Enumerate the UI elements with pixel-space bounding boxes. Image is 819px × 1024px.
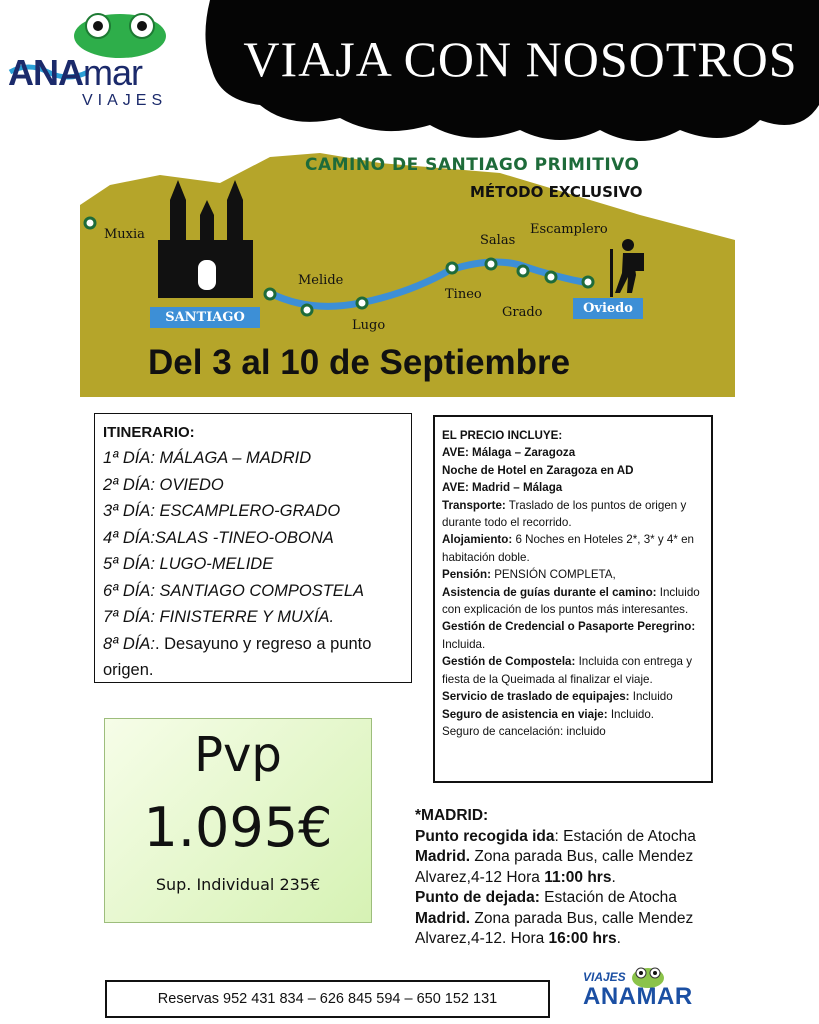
price-amount: 1.095€ xyxy=(143,796,333,859)
logo-subtitle: VIAJES xyxy=(82,92,168,109)
place-oviedo: Oviedo xyxy=(573,298,643,319)
madrid-heading: *MADRID: xyxy=(415,807,489,824)
itinerary-day: 1ª DÍA: MÁLAGA – MADRID xyxy=(103,449,312,467)
price-label: Pvp xyxy=(194,727,282,783)
itinerary-day: 2ª DÍA: OVIEDO xyxy=(103,475,224,494)
itinerary-day-last-label: 8ª DÍA: xyxy=(103,634,155,653)
itinerary-day: 3ª DÍA: ESCAMPLERO-GRADO xyxy=(103,502,341,520)
includes-item: Seguro de cancelación: incluido xyxy=(442,724,606,738)
includes-item: Gestión de Compostela: Incluida con entrega y fiesta de la Queimada al finalizar el viaje. xyxy=(442,655,693,686)
itinerary-day-last xyxy=(103,631,403,683)
logo-wordmark: ANAmar xyxy=(8,52,142,93)
reservation-phones: Reservas 952 431 834 – 626 845 594 – 650 152 131 xyxy=(105,980,550,1018)
place-tineo: Tineo xyxy=(445,287,482,302)
map-subtitle: MÉTODO EXCLUSIVO xyxy=(470,183,643,201)
price-includes-box xyxy=(433,415,713,783)
itinerary-day: 5ª DÍA: LUGO-MELIDE xyxy=(103,555,274,573)
place-salas: Salas xyxy=(480,233,516,248)
banner-title: VIAJA CON NOSOTROS xyxy=(243,31,798,87)
itinerary-box xyxy=(94,413,412,683)
includes-heading: EL PRECIO INCLUYE: xyxy=(442,429,563,442)
place-lugo: Lugo xyxy=(352,318,386,333)
route-map xyxy=(80,145,735,397)
includes-item: Servicio de traslado de equipajes: Incluido xyxy=(442,690,673,704)
place-muxia: Muxia xyxy=(104,227,145,242)
price-supplement: Sup. Individual 235€ xyxy=(155,875,321,894)
includes-item: Seguro de asistencia en viaje: Incluido. xyxy=(442,707,655,721)
place-santiago: SANTIAGO xyxy=(150,307,260,328)
includes-item: AVE: Málaga – Zaragoza xyxy=(442,446,576,460)
trip-dates: Del 3 al 10 de Septiembre xyxy=(148,343,571,382)
price-box xyxy=(104,718,372,923)
place-grado: Grado xyxy=(502,305,543,320)
includes-item: Transporte: Traslado de los puntos de origen y durante todo el recorrido. xyxy=(442,498,687,530)
pickup-info: Punto recogida ida: Estación de Atocha Madrid. Zona parada Bus, calle Mendez Alvarez,4-12 Hora 11:00 hrs. xyxy=(415,827,696,886)
itinerary-day: 4ª DÍA:SALAS -TINEO-OBONA xyxy=(103,528,334,547)
madrid-info xyxy=(415,806,735,950)
includes-item: Noche de Hotel en Zaragoza en AD xyxy=(442,463,634,477)
footer-logo-anamar: ANAMAR xyxy=(583,983,693,1010)
includes-item: Gestión de Credencial o Pasaporte Peregrino: Incluida. xyxy=(442,620,696,651)
includes-item: AVE: Madrid – Málaga xyxy=(442,481,563,495)
map-title: CAMINO DE SANTIAGO PRIMITIVO xyxy=(305,155,640,175)
place-melide: Melide xyxy=(298,273,344,288)
includes-item: Alojamiento: 6 Noches en Hoteles 2*, 3* y 4* en habitación doble. xyxy=(442,533,694,564)
includes-item: Asistencia de guías durante el camino: Incluido con explicación de los puntos más interesantes. xyxy=(442,585,700,617)
itinerary-day: 7ª DÍA: FINISTERRE Y MUXÍA. xyxy=(103,608,335,626)
dropoff-info: Punto de dejada: Estación de Atocha Madrid. Zona parada Bus, calle Mendez Alvarez,4-12. Hora 16:00 hrs. xyxy=(415,889,694,947)
includes-item: Pensión: PENSIÓN COMPLETA, xyxy=(442,568,616,582)
footer-logo-viajes: VIAJES xyxy=(583,970,626,984)
itinerary-day: 6ª DÍA: SANTIAGO COMPOSTELA xyxy=(103,581,364,600)
itinerary-day-last-text: . Desayuno y regreso a punto origen. xyxy=(103,634,372,679)
itinerary-heading: ITINERARIO: xyxy=(103,424,195,441)
place-escamplero: Escamplero xyxy=(530,222,608,237)
